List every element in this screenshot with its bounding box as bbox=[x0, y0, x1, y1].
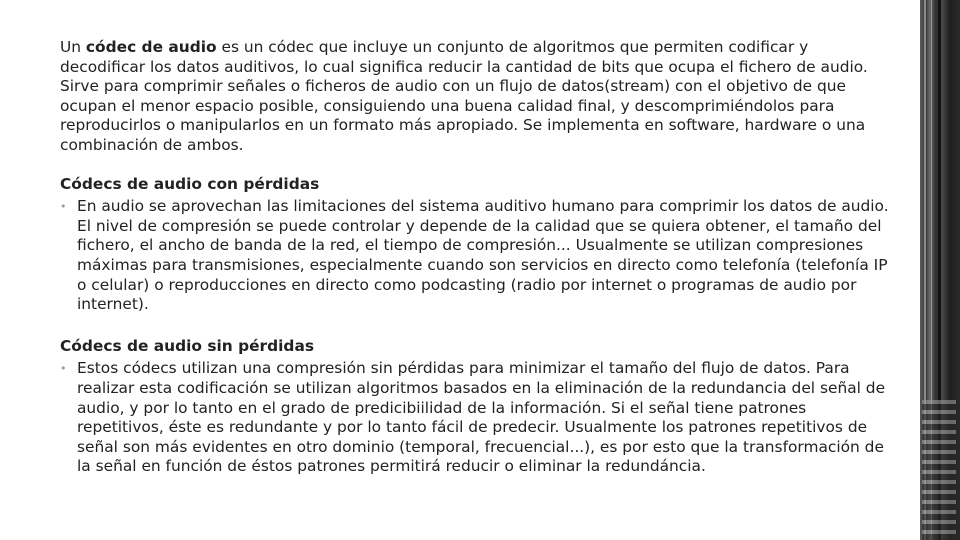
bullet-icon: • bbox=[60, 362, 67, 376]
strip-texture bbox=[922, 400, 956, 540]
intro-text: es un códec que incluye un conjunto de algoritmos que permiten codificar y decodificar los datos auditivos, lo cual significa reducir la cantidad de bits que ocupa el fichero de audio. Sirve para comprimir señales o ficheros de audio con un flujo de datos(stream) con el objetivo de que ocupan el menor espacio posible, consiguiendo una buena calidad final, y descomprimiéndolos para reproducirlos o manipularlos en un formato más apropiado. Se implementa en software, hardware o una combinación de ambos. bbox=[60, 38, 868, 154]
section-heading-lossless: Códecs de audio sin pérdidas bbox=[60, 336, 314, 355]
bullet-item-lossless bbox=[60, 359, 890, 477]
slide-content bbox=[60, 38, 890, 477]
section-spacer bbox=[60, 315, 890, 337]
intro-prefix: Un bbox=[60, 38, 86, 56]
intro-term: códec de audio bbox=[85, 38, 217, 56]
decorative-side-strip bbox=[920, 0, 960, 540]
intro-paragraph bbox=[60, 38, 890, 156]
bullet-text-lossless: Estos códecs utilizan una compresión sin pérdidas para minimizar el tamaño del flujo de datos. Para realizar esta codificación se utilizan algoritmos basados en la eliminación de la redundancia del señal de audio, y por lo tanto en el grado de predicibiilidad de la información. Si el señal tiene patrones repetitivos, éste es redundante y por lo tanto fácil de predecir. Usualmente los patrones repetitivos de señal son más evidentes en otro dominio (temporal, frecuencial...), es por esto que la transformación de la señal en función de éstos patrones permitirá reducir o eliminar la redundáncia. bbox=[77, 359, 886, 476]
bullet-text-lossy: En audio se aprovechan las limitaciones del sistema auditivo humano para comprimir los datos de audio. El nivel de compresión se puede controlar y depende de la calidad que se quiera obtener, el tamaño del fichero, el ancho de banda de la red, el tiempo de compresión... Usualmente se utilizan compresiones máximas para transmisiones, especialmente cuando son servicios en directo como telefonía (telefonía IP o celular) o reproducciones en directo como podcasting (radio por internet o programas de audio por internet). bbox=[77, 197, 889, 314]
bullet-item-lossy bbox=[60, 197, 890, 315]
section-heading-lossy: Códecs de audio con pérdidas bbox=[60, 174, 320, 193]
bullet-icon: • bbox=[60, 200, 67, 214]
